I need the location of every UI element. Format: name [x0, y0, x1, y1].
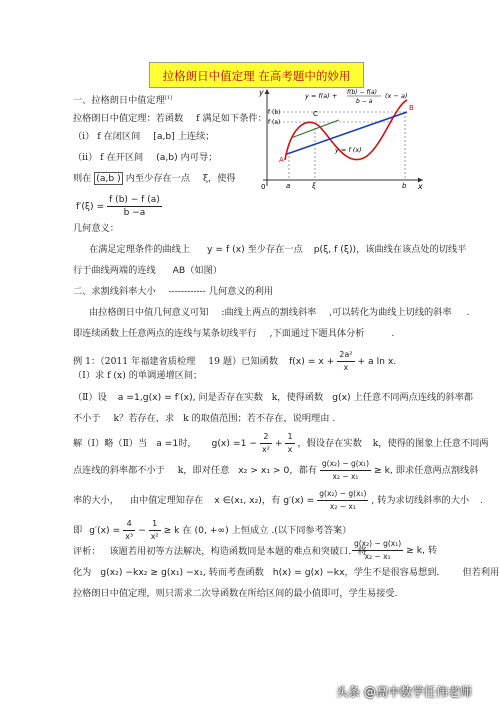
s1-f2-num: 1 [285, 431, 294, 444]
mvt-figure [255, 86, 427, 192]
p1-text-a: 由拉格朗日中值几何意义可知 [89, 307, 209, 318]
curve-eq-label: y = f (x) [335, 146, 362, 154]
y-axis-label: y [259, 88, 264, 97]
solution-line1 [73, 431, 489, 456]
c2-text-d: 但若利用 [462, 567, 500, 578]
example-label-b: 19 题）已知函数 [208, 356, 279, 367]
p2-text-c: . [391, 328, 395, 339]
s3-text-a: 率的大小， [73, 495, 119, 506]
secant-eq-num: f(b) − f(a) [347, 89, 377, 96]
s4-text-c: ≥ k 在 (0, +∞) 上恒成立 [163, 525, 269, 536]
secant-eq-lhs: y = f(a) + [305, 92, 338, 100]
section2-heading-dash: ------------ [168, 286, 206, 297]
s4-f2-num: 1 [149, 518, 161, 531]
s1-f2-den: x [287, 445, 293, 454]
section1-heading [73, 92, 172, 107]
s4-text-a: 即 [73, 525, 83, 536]
s2-fraction [320, 458, 371, 483]
solution-line4 [73, 518, 351, 543]
section2-heading-c: 几何意义的利用 [208, 286, 274, 297]
formula-lhs: f′(ξ) = [76, 201, 105, 212]
c1-text-a: 评析： [73, 546, 101, 557]
s3-fraction [317, 488, 368, 513]
s3-num: g(x₂) − g(x₁) [317, 488, 368, 501]
example-label: 例 1：（2011 年福建省质检理 [73, 356, 196, 367]
comment-fraction-block [352, 538, 437, 563]
conclusion-line [73, 173, 236, 185]
watermark [336, 680, 496, 702]
q2-text-d: g(x) 上任意不同两点连线的斜率都 [332, 392, 473, 403]
example-fx-num: 2a² [337, 349, 354, 362]
section1-heading-text: 一、拉格朗日中值定理 [73, 95, 165, 107]
example-fx-tail: + a ln x. [357, 356, 397, 367]
s1-f1-den: x² [261, 445, 270, 454]
s3-text-b: 由中值定理知存在 [129, 495, 204, 506]
question-1: （Ⅰ）求 f (x) 的单调递增区间； [73, 370, 203, 381]
s3-den: x₂ − x₁ [329, 502, 356, 511]
q2-text-h: . [332, 413, 336, 424]
geometric-meaning-line2 [73, 265, 222, 277]
p1-text-c: ,可以转化为曲线上切线的斜率 [329, 307, 452, 318]
secant-eq-tail: (x − a) [385, 92, 408, 100]
conclusion-exists: 内至少存在一点 [125, 173, 191, 184]
q2-text-f: k？若存在，求 [113, 413, 175, 424]
c2-text-b: g(x₂) −kx₂ ≥ g(x₁) −x₁, 转而考查函数 [100, 567, 264, 578]
q2-text-a: （Ⅱ）设 [73, 392, 107, 403]
s4-f1-num: 4 [123, 518, 135, 531]
s1-text-c: g(x) =1 − [211, 438, 258, 449]
formula-fraction [107, 194, 162, 219]
c2-text-a: 化为 [73, 567, 92, 578]
s2-text-c: x₂ > x₁ > 0，都有 [238, 465, 317, 476]
x-axis-label: x [418, 182, 423, 191]
s1-text-b: a =1时， [156, 438, 197, 449]
s1-text-a: 解（Ⅰ）略（Ⅱ）当 [73, 438, 148, 449]
s3-text-c: x ∈(x₁, x₂)，有 [214, 495, 281, 506]
point-a-label: A [279, 156, 284, 164]
geo-text-d: 行于曲线两端的连线 [73, 265, 156, 276]
c2-text-c: h(x) = g(x) −kx，学生不是很容易想到． [272, 567, 446, 578]
title-banner [149, 62, 364, 88]
a-tick-label: a [286, 182, 291, 190]
s2-text-a: 点连线的斜率都不小于 [73, 465, 165, 476]
s2-den: x₂ − x₁ [332, 472, 359, 481]
watermark-text: 头条 @高中数学任伟老师 [336, 685, 472, 699]
condition-2-text: （ⅱ） f 在开区间 [73, 152, 144, 163]
geometric-meaning-label: 几何意义： [73, 223, 119, 234]
c1-num: g(x₂) − g(x₁) [352, 538, 403, 551]
comment-line1 [73, 546, 367, 558]
geo-text-b: y = f (x) 至少存在一点 [206, 244, 303, 255]
intro-condition: f 满足如下条件： [196, 113, 267, 124]
xi-tick-label: ξ [312, 182, 316, 190]
example-fx: f(x) = x + [288, 356, 335, 367]
s1-f1-num: 2 [260, 431, 272, 444]
condition-2-interval: (a,b) 内可导； [156, 152, 218, 163]
origin-label: 0 [261, 183, 266, 191]
secant-eq-den: b − a [356, 98, 373, 105]
geo-text-e: AB（如图） [172, 265, 222, 276]
reference-mark: [1] [164, 95, 172, 101]
comment-line3: 拉格朗日中值定理，则只需求二次导函数在所给区间的最小值即可，学生易接受. [73, 588, 398, 599]
s4-f1-den: x³ [125, 532, 134, 541]
b-tick-label: b [402, 182, 407, 190]
s2-num: g(x₂) − g(x₁) [320, 458, 371, 471]
solution-line2 [73, 458, 478, 483]
c1-text-c: ≥ k, 转 [406, 545, 438, 556]
example-fx-fraction [337, 349, 354, 374]
s2-text-d: ≥ k, 即求任意两点割线斜 [373, 465, 479, 476]
point-c-label: C [313, 110, 318, 118]
conclusion-then: 则在 [73, 173, 92, 184]
c1-den: x₂ − x₁ [364, 552, 391, 561]
geo-text-c: p(ξ, f (ξ))，该曲线在该点处的切线平 [313, 244, 467, 255]
theorem-intro [73, 113, 267, 125]
fa-label: f (a) [268, 119, 281, 126]
condition-1-text: （ⅰ） f 在闭区间 [73, 131, 141, 142]
p1-text-b: :曲线上两点的割线斜率 [221, 307, 317, 318]
s1-plus: + [274, 438, 283, 449]
p2-text-a: 即连续函数上任意两点的连线与某条切线平行 [73, 328, 257, 339]
mvt-formula [76, 194, 162, 219]
s4-f2-den: x² [150, 532, 159, 541]
c1-text-b: 该题若用初等方法解决，构造函数同是本题的难点和突破口．将 [109, 546, 367, 557]
intro-text: 拉格朗日中值定理：若函数 [73, 113, 184, 124]
q2-text-c: k，使得函数 [271, 392, 324, 403]
s4-text-d: .(以下同参考答案） [271, 525, 352, 536]
s1-text-e: k，使得的图象上任意不同两 [372, 438, 489, 449]
section2-heading [73, 286, 273, 298]
c1-fraction [352, 538, 403, 563]
example-fx-den: x [343, 363, 349, 372]
s4-text-b: g′(x) = [89, 525, 121, 536]
q2-text-g: k 的取值范围；若不存在，说明理由 [183, 413, 330, 424]
s1-fraction-1 [260, 431, 272, 456]
s4-minus: − [138, 525, 146, 536]
question-2-line2 [73, 413, 335, 425]
s4-fraction-1 [123, 518, 135, 543]
geo-text-a: 在满足定理条件的曲线上 [89, 244, 191, 255]
q2-text-b: a =1,g(x) = f′(x), 问是否存在实数 [117, 392, 263, 403]
p2-text-b: ,下面通过下题具体分析 [269, 328, 365, 339]
y-axis-arrow [265, 89, 270, 94]
s4-fraction-2 [149, 518, 161, 543]
point-b-label: B [409, 104, 414, 112]
comment-line2 [73, 567, 499, 579]
fb-label: f (b) [268, 109, 281, 116]
conclusion-xi: ξ，使得 [202, 173, 236, 184]
section2-heading-a: 二、求割线斜率大小 [73, 286, 156, 297]
page-title: 拉格朗日中值定理 在高考题中的妙用 [162, 69, 351, 83]
formula-denominator: b −a [123, 208, 146, 218]
s3-text-d: g′(x) = [283, 495, 315, 506]
conclusion-interval: (a,b ) [96, 173, 121, 184]
formula-numerator: f (b) − f (a) [109, 195, 160, 205]
section2-paragraph-2 [73, 328, 394, 340]
s3-text-f: . [480, 495, 483, 506]
condition-1 [73, 131, 214, 143]
solution-line3 [73, 488, 483, 513]
s2-text-b: k，即对任意 [177, 465, 230, 476]
s1-text-d: ，假设存在实数 [297, 438, 362, 449]
s1-fraction-2 [285, 431, 294, 456]
s3-text-e: , 转为求切线斜率的大小 [371, 495, 470, 506]
section2-paragraph-1 [89, 307, 469, 319]
question-2-line1 [73, 392, 473, 404]
condition-1-interval: [a,b] 上连续； [153, 131, 215, 142]
q2-text-e: 不小于 [73, 413, 101, 424]
p1-text-d: . [466, 307, 470, 318]
geometric-meaning-line1 [89, 244, 466, 256]
condition-2 [73, 152, 217, 164]
